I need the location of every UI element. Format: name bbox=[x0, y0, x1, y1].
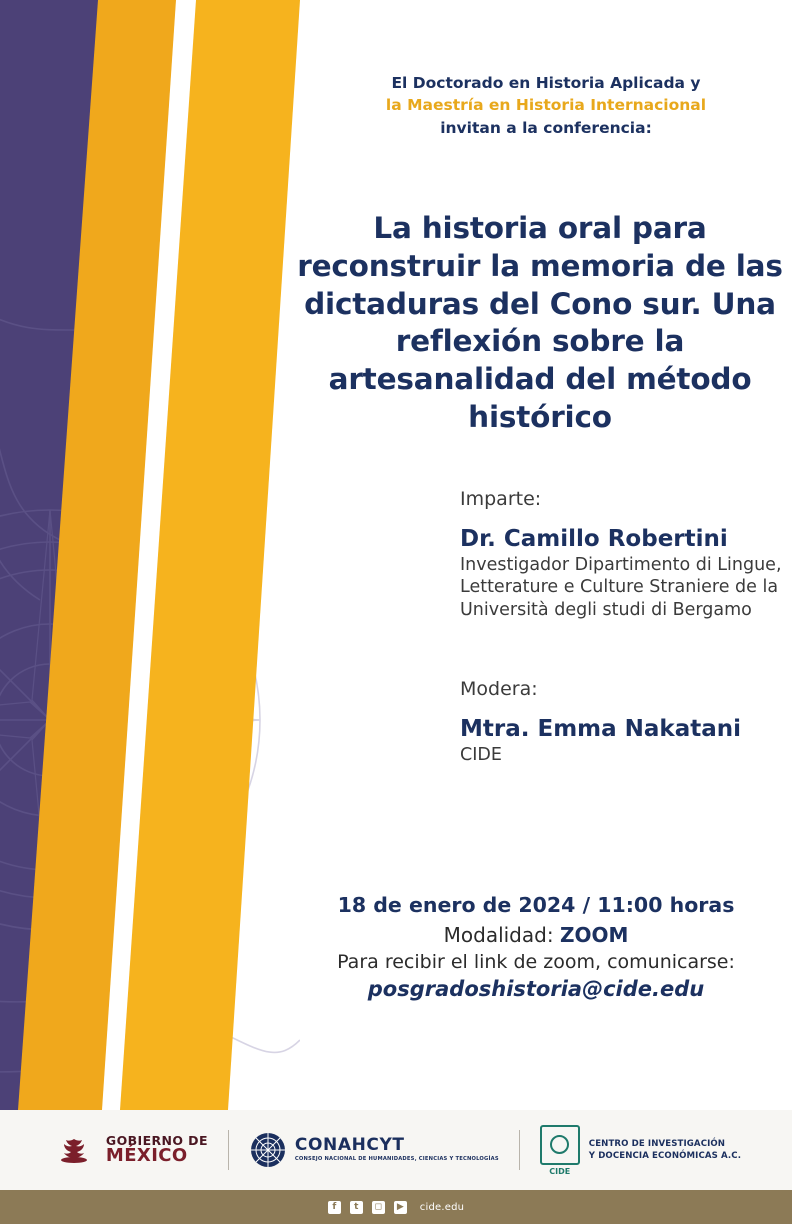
cide-line-1: CENTRO DE INVESTIGACIÓN bbox=[588, 1138, 726, 1149]
moderator-label: Modera: bbox=[460, 678, 538, 700]
modality-label: Modalidad: bbox=[443, 923, 554, 947]
conahcyt-subtitle: CONSEJO NACIONAL DE HUMANIDADES, CIENCIAS Y TECNOLOGÍAS bbox=[294, 1155, 499, 1162]
gobierno-line-2: MÉXICO bbox=[105, 1145, 188, 1167]
speaker-affiliation-line-1: Investigador Dipartimento di Lingue, bbox=[460, 555, 782, 575]
logo-divider-2 bbox=[519, 1130, 520, 1170]
conahcyt-logo bbox=[249, 1131, 499, 1169]
event-instructions: Para recibir el link de zoom, comunicarse: bbox=[337, 951, 735, 973]
conahcyt-mark-icon bbox=[249, 1131, 287, 1169]
poster-content bbox=[297, 0, 792, 1110]
page-title: La historia oral para reconstruir la memoria de las dictaduras del Cono sur. Una reflexión sobre la artesanalidad del método histórico bbox=[297, 211, 783, 434]
social-media-bar bbox=[0, 1190, 792, 1224]
event-modality bbox=[280, 923, 792, 947]
twitter-icon[interactable]: t bbox=[350, 1201, 363, 1214]
speaker-affiliation-line-2: Letterature e Culture Straniere de la bbox=[460, 577, 779, 598]
moderator-affiliation: CIDE bbox=[460, 745, 502, 765]
speaker-label: Imparte: bbox=[460, 488, 542, 510]
youtube-icon[interactable]: ▶ bbox=[394, 1201, 407, 1214]
kicker-line-3: invitan a la conferencia: bbox=[440, 118, 652, 137]
speaker-block bbox=[230, 488, 790, 621]
modality-value: ZOOM bbox=[559, 923, 629, 947]
mexican-eagle-icon bbox=[51, 1135, 97, 1165]
institution-logo-bar bbox=[0, 1110, 792, 1190]
moderator-name: Mtra. Emma Nakatani bbox=[460, 716, 742, 742]
speaker-affiliation-line-3: Università degli studi di Bergamo bbox=[460, 599, 752, 620]
instagram-icon[interactable]: ◻ bbox=[372, 1201, 385, 1214]
invitation-kicker bbox=[300, 72, 792, 139]
gobierno-line-1: GOBIERNO DE bbox=[105, 1132, 208, 1148]
event-date: 18 de enero de 2024 / 11:00 horas bbox=[337, 893, 735, 917]
gobierno-de-mexico-logo bbox=[51, 1132, 208, 1167]
conahcyt-name: CONAHCYT bbox=[294, 1134, 405, 1155]
cide-mark-icon bbox=[540, 1125, 580, 1165]
cide-mark-label: CIDE bbox=[549, 1166, 571, 1176]
facebook-icon[interactable]: f bbox=[328, 1201, 341, 1214]
contact-email[interactable]: posgradoshistoria@cide.edu bbox=[367, 977, 705, 1001]
website-url[interactable]: cide.edu bbox=[419, 1201, 465, 1213]
event-details bbox=[280, 893, 792, 1001]
cide-logo bbox=[540, 1125, 741, 1176]
logo-divider-1 bbox=[228, 1130, 229, 1170]
moderator-block bbox=[230, 678, 790, 766]
cide-line-2: Y DOCENCIA ECONÓMICAS A.C. bbox=[588, 1151, 742, 1161]
kicker-line-2: la Maestría en Historia Internacional bbox=[385, 96, 707, 115]
speaker-name: Dr. Camillo Robertini bbox=[460, 526, 728, 552]
kicker-line-1: El Doctorado en Historia Aplicada y bbox=[391, 74, 701, 92]
